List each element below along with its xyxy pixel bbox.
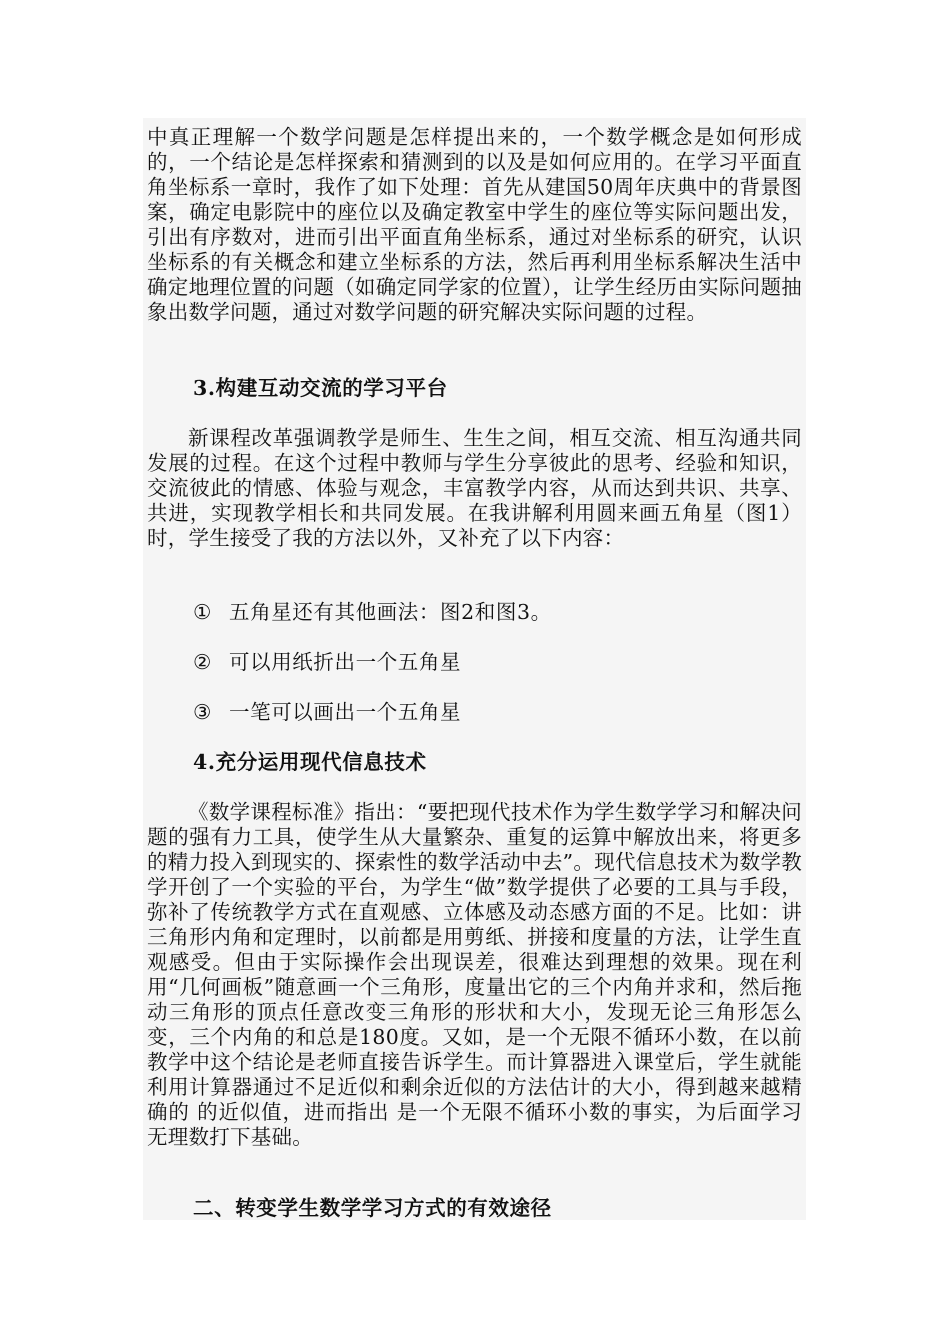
section-heading-learning-methods: 二、转变学生数学学习方式的有效途径 bbox=[193, 1196, 552, 1220]
list-item-3 bbox=[193, 700, 461, 725]
list-marker: ③ bbox=[193, 700, 212, 724]
list-marker: ② bbox=[193, 650, 212, 674]
heading-interactive-platform: 3.构建互动交流的学习平台 bbox=[193, 376, 448, 400]
paragraph-coordinate-system: 中真正理解一个数学问题是怎样提出来的，一个数学概念是如何形成的，一个结论是怎样探索和猜测到的以及是如何应用的。在学习平面直角坐标系一章时，我作了如下处理：首先从建国50周年庆典中的背景图案，确定电影院中的座位以及确定教室中学生的座位等实际问题出发，引出有序数对，进而引出平面直角坐标系，通过对坐标系的研究，认识坐标系的有关概念和建立坐标系的方法，然后再利用坐标系解决生活中确定地理位置的问题（如确定同学家的位置），让学生经历由实际问题抽象出数学问题，通过对数学问题的研究解决实际问题的过程。 bbox=[147, 125, 802, 324]
list-marker: ① bbox=[193, 600, 212, 624]
list-item-1 bbox=[193, 600, 552, 625]
list-item-text: 一笔可以画出一个五角星 bbox=[229, 700, 462, 724]
paragraph-curriculum-standard: 《数学课程标准》指出：“要把现代技术作为学生数学学习和解决问题的强有力工具，使学生从大量繁杂、重复的运算中解放出来，将更多的精力投入到现实的、探索性的数学活动中去”。现代信息技术为数学教学开创了一个实验的平台，为学生“做”数学提供了必要的工具与手段，弥补了传统教学方式在直观感、立体感及动态感方面的不足。比如：讲三角形内角和定理时，以前都是用剪纸、拼接和度量的方法，让学生直观感受。但由于实际操作会出现误差，很难达到理想的效果。现在利用“几何画板”随意画一个三角形，度量出它的三个内角并求和，然后拖动三角形的顶点任意改变三角形的形状和大小，发现无论三角形怎么变，三个内角的和总是180度。又如，是一个无限不循环小数，在以前教学中这个结论是老师直接告诉学生。而计算器进入课堂后，学生就能利用计算器通过不足近似和剩余近似的方法估计的大小，得到越来越精确的 的近似值，进而指出 是一个无限不循环小数的事实，为后面学习无理数打下基础。 bbox=[147, 800, 802, 1149]
heading-information-technology: 4.充分运用现代信息技术 bbox=[193, 750, 427, 774]
list-item-text: 五角星还有其他画法：图2和图3。 bbox=[229, 600, 552, 624]
paragraph-new-curriculum: 新课程改革强调教学是师生、生生之间，相互交流、相互沟通共同发展的过程。在这个过程中教师与学生分享彼此的思考、经验和知识，交流彼此的情感、体验与观念，丰富教学内容，从而达到共识、共享、共进，实现教学相长和共同发展。在我讲解利用圆来画五角星（图1）时，学生接受了我的方法以外，又补充了以下内容： bbox=[147, 426, 802, 550]
list-item-2 bbox=[193, 650, 461, 675]
list-item-text: 可以用纸折出一个五角星 bbox=[229, 650, 462, 674]
